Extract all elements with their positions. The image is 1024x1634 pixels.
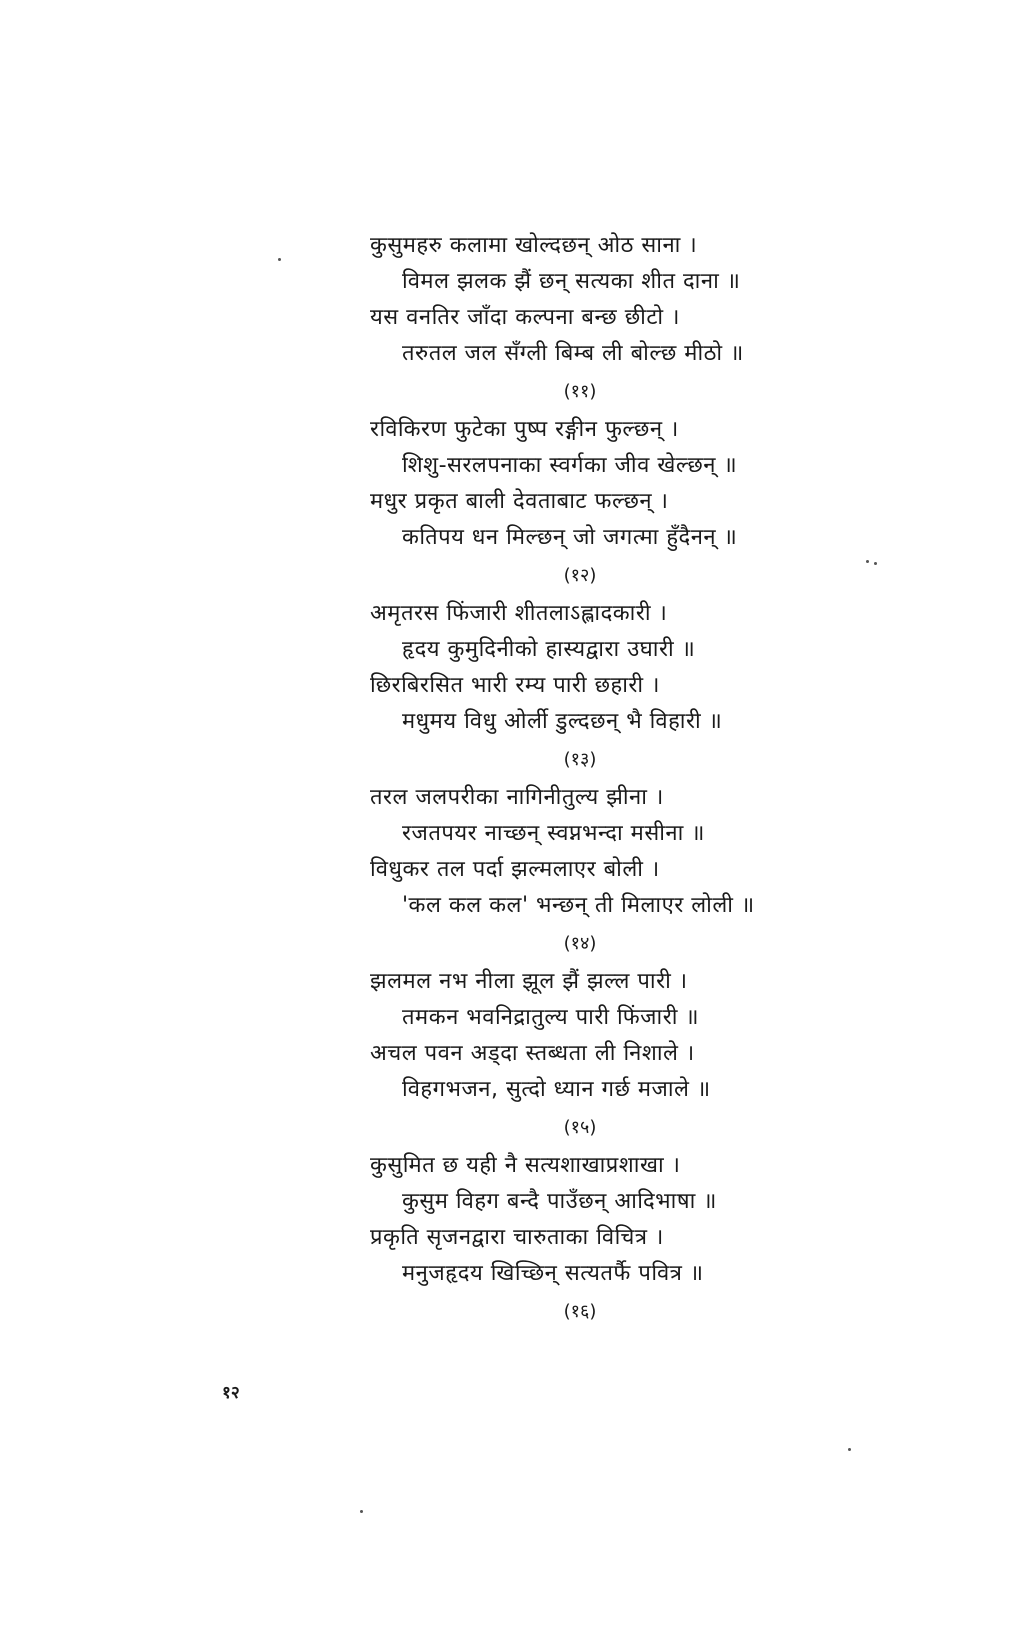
- verse-line: कतिपय धन मिल्छन् जो जगत्मा हुँदैनन् ॥: [402, 525, 738, 550]
- verse-line: मधुर प्रकृत बाली देवताबाट फल्छन् ।: [370, 489, 669, 514]
- stanza-number: (१४): [563, 933, 597, 954]
- print-speck: [278, 258, 281, 261]
- print-speck: [360, 1510, 363, 1513]
- stanza-number: (१२): [563, 565, 597, 586]
- stanza-number: (११): [563, 381, 597, 402]
- print-speck: [874, 562, 877, 565]
- verse-line: झलमल नभ नीला झूल झैं झल्ल पारी ।: [370, 969, 688, 994]
- poem-block: [370, 228, 820, 1332]
- stanza: [370, 964, 820, 1148]
- print-speck: [866, 560, 869, 563]
- stanza-number: (१५): [563, 1117, 597, 1138]
- verse-line: यस वनतिर जाँदा कल्पना बन्छ छीटो ।: [370, 305, 680, 330]
- verse-line: कुसुम विहग बन्दै पाउँछन् आदिभाषा ॥: [402, 1189, 717, 1214]
- verse-line: अचल पवन अड्दा स्तब्धता ली निशाले ।: [370, 1041, 695, 1066]
- verse-line: कुसुमित छ यही नै सत्यशाखाप्रशाखा ।: [370, 1153, 681, 1178]
- verse-line: विधुकर तल पर्दा झल्मलाएर बोली ।: [370, 857, 660, 882]
- verse-line: रविकिरण फुटेका पुष्प रङ्गीन फुल्छन् ।: [370, 417, 679, 442]
- stanza: [370, 780, 820, 964]
- verse-line: मनुजहृदय खिच्छिन् सत्यतर्फै पवित्र ॥: [402, 1261, 704, 1286]
- stanza-number: (१६): [563, 1301, 597, 1322]
- verse-line: कुसुमहरु कलामा खोल्दछन् ओठ साना ।: [370, 233, 698, 258]
- verse-line: शिशु-सरलपनाका स्वर्गका जीव खेल्छन् ॥: [402, 453, 738, 478]
- stanza-number: (१३): [563, 749, 597, 770]
- verse-line: रजतपयर नाच्छन् स्वप्नभन्दा मसीना ॥: [402, 821, 705, 846]
- page-number: १२: [222, 1383, 240, 1403]
- print-speck: [848, 1448, 851, 1451]
- verse-line: हृदय कुमुदिनीको हास्यद्वारा उघारी ॥: [402, 637, 696, 662]
- verse-line: प्रकृति सृजनद्वारा चारुताका विचित्र ।: [370, 1225, 664, 1250]
- stanza: [370, 596, 820, 780]
- verse-line: तमकन भवनिद्रातुल्य पारी फिंजारी ॥: [402, 1005, 700, 1030]
- verse-line: मधुमय विधु ओर्ली डुल्दछन् भै विहारी ॥: [402, 709, 723, 734]
- verse-line: छिरबिरसित भारी रम्य पारी छहारी ।: [370, 673, 660, 698]
- verse-line: अमृतरस फिंजारी शीतलाऽह्लादकारी ।: [370, 601, 668, 626]
- verse-line: तरुतल जल सँग्ली बिम्ब ली बोल्छ मीठो ॥: [402, 341, 744, 366]
- verse-line: 'कल कल कल' भन्छन् ती मिलाएर लोली ॥: [402, 893, 755, 918]
- verse-line: तरल जलपरीका नागिनीतुल्य झीना ।: [370, 785, 664, 810]
- verse-line: विहगभजन, सुत्दो ध्यान गर्छ मजाले ॥: [402, 1077, 711, 1102]
- stanza: [370, 412, 820, 596]
- verse-line: विमल झलक झैं छन् सत्यका शीत दाना ॥: [402, 269, 741, 294]
- stanza: [370, 1148, 820, 1332]
- stanza: [370, 228, 820, 412]
